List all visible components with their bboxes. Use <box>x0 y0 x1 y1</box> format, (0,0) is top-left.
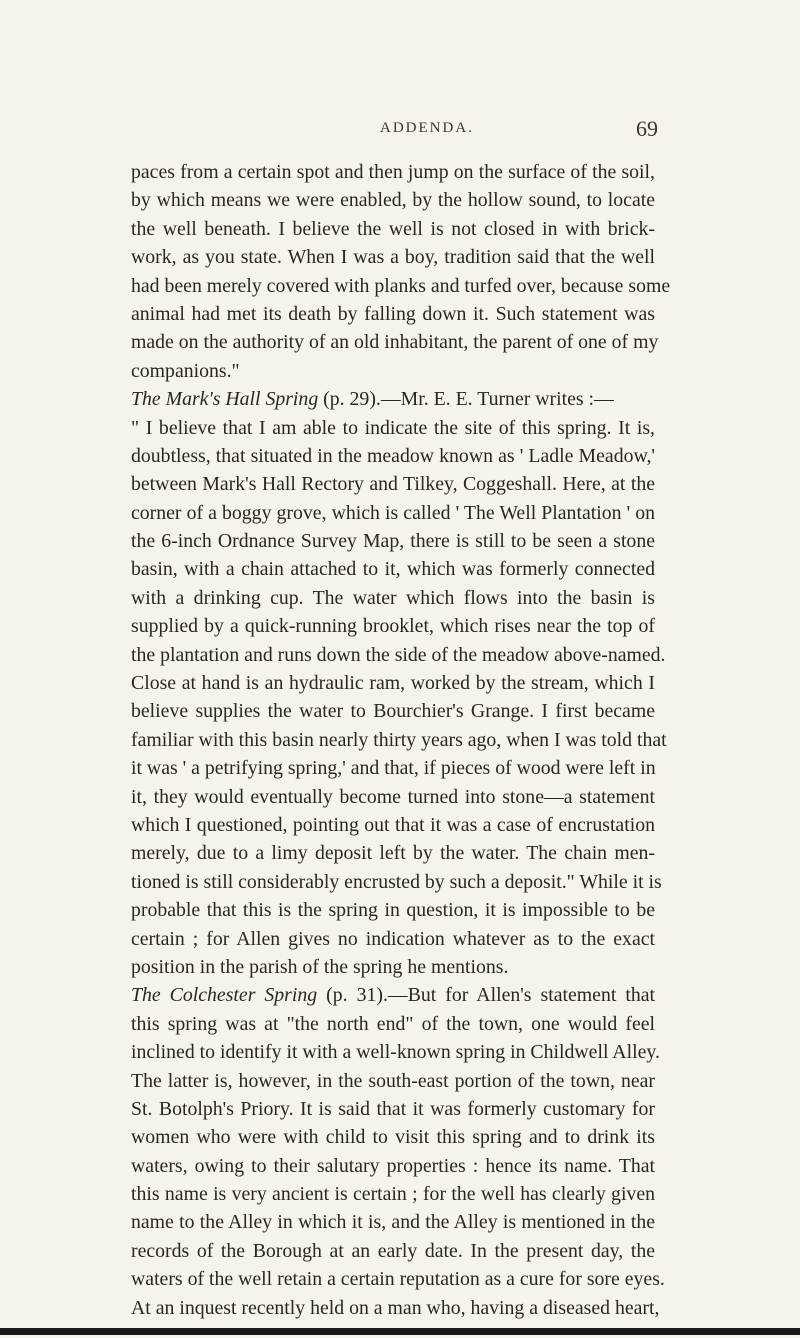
body-text <box>131 158 671 1322</box>
text-line: the 6-inch Ordnance Survey Map, there is still to be seen a stone <box>131 530 655 553</box>
text-line: women who were with child to visit this spring and to drink its <box>131 1126 655 1149</box>
section-title: The Colchester Spring <box>131 984 318 1007</box>
text-line: the well beneath. I believe the well is not closed in with brick- <box>131 217 655 240</box>
text-line: certain ; for Allen gives no indication whatever as to the exact <box>131 927 655 950</box>
text-line: it, they would eventually become turned into stone—a statement <box>131 785 655 808</box>
text-line: St. Botolph's Priory. It is said that it was formerly customary for <box>131 1097 655 1120</box>
text-line: name to the Alley in which it is, and the Alley is mentioned in the <box>131 1211 655 1234</box>
text-line: waters of the well retain a certain reputation as a cure for sore eyes. <box>131 1268 665 1291</box>
text-line-rest: (p. 31).—But for Allen's statement that <box>317 984 656 1007</box>
text-line <box>131 981 655 1009</box>
text-line: waters, owing to their salutary properties : hence its name. That <box>131 1154 655 1177</box>
text-line: corner of a boggy grove, which is called ' The Well Plantation ' on <box>131 501 655 524</box>
bottom-edge-rule <box>0 1328 800 1335</box>
text-line: between Mark's Hall Rectory and Tilkey, Coggeshall. Here, at the <box>131 473 655 496</box>
text-line: made on the authority of an old inhabitant, the parent of one of my <box>131 331 659 354</box>
text-line: this name is very ancient is certain ; for the well has clearly given <box>131 1183 655 1206</box>
section-title: The Mark's Hall Spring <box>131 388 319 411</box>
text-line: animal had met its death by falling down it. Such statement was <box>131 302 655 325</box>
text-line: basin, with a chain attached to it, which was formerly connected <box>131 558 655 581</box>
running-head: ADDENDA. <box>380 120 474 136</box>
text-line: had been merely covered with planks and turfed over, because some <box>131 274 671 297</box>
text-line: records of the Borough at an early date. In the present day, the <box>131 1239 655 1262</box>
text-line: work, as you state. When I was a boy, tradition said that the well <box>131 246 655 269</box>
text-line: it was ' a petrifying spring,' and that, if pieces of wood were left in <box>131 757 656 780</box>
text-line: supplied by a quick-running brooklet, which rises near the top of <box>131 615 655 638</box>
text-line-rest: (p. 29).—Mr. E. E. Turner writes :— <box>318 388 614 411</box>
text-line: paces from a certain spot and then jump on the surface of the soil, <box>131 161 655 183</box>
text-line: familiar with this basin nearly thirty years ago, when I was told that <box>131 728 667 751</box>
text-line: probable that this is the spring in question, it is impossible to be <box>131 899 655 922</box>
text-line: doubtless, that situated in the meadow known as ' Ladle Meadow,' <box>131 444 655 467</box>
text-line: companions." <box>131 359 240 382</box>
text-line: the plantation and runs down the side of the meadow above-named. <box>131 643 666 666</box>
text-line: believe supplies the water to Bourchier's Grange. I first became <box>131 700 655 723</box>
text-line: tioned is still considerably encrusted by such a deposit." While it is <box>131 870 662 893</box>
text-line: At an inquest recently held on a man who, having a diseased heart, <box>131 1296 660 1319</box>
text-line: with a drinking cup. The water which flows into the basin is <box>131 586 655 609</box>
text-line: " I believe that I am able to indicate the site of this spring. It is, <box>131 416 655 439</box>
text-line: position in the parish of the spring he mentions. <box>131 955 509 978</box>
page-header <box>0 116 800 146</box>
text-line: The latter is, however, in the south-east portion of the town, near <box>131 1069 655 1092</box>
text-line: this spring was at "the north end" of the town, one would feel <box>131 1012 655 1035</box>
text-line <box>131 385 655 413</box>
text-line: Close at hand is an hydraulic ram, worked by the stream, which I <box>131 672 655 695</box>
text-line: which I questioned, pointing out that it was a case of encrustation <box>131 813 655 836</box>
text-line: by which means we were enabled, by the hollow sound, to locate <box>131 189 655 212</box>
page-number: 69 <box>636 116 658 141</box>
text-line: inclined to identify it with a well-known spring in Childwell Alley. <box>131 1041 660 1064</box>
text-line: merely, due to a limy deposit left by the water. The chain men- <box>131 842 655 865</box>
